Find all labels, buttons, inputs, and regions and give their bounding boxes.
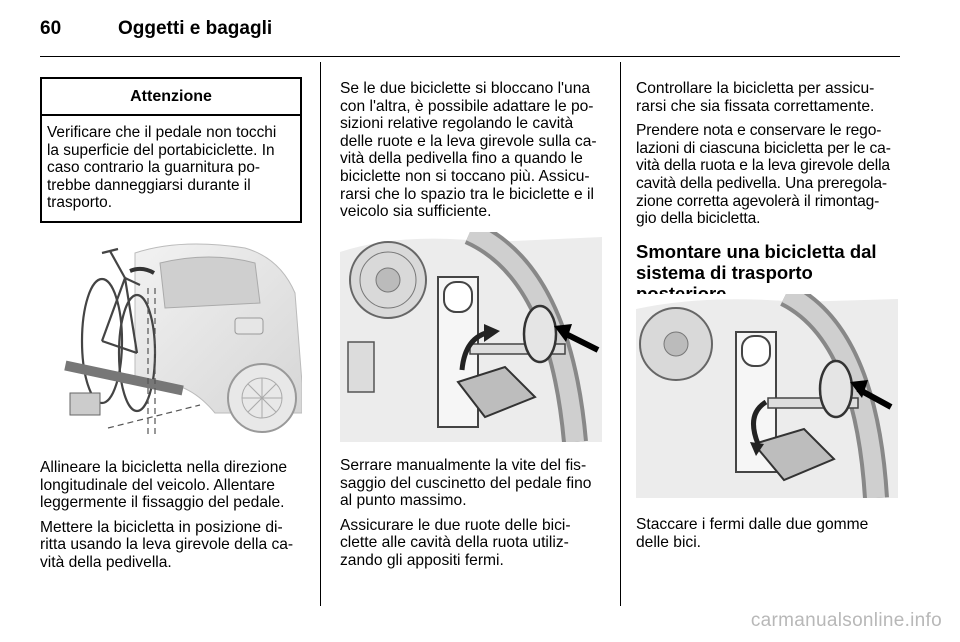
pedal-clamp-drawing [340, 232, 602, 442]
paragraph [340, 457, 610, 510]
warning-line: la superficie del portabiciclette. In [47, 141, 275, 159]
text-line: longitudinale del veicolo. Allentare [40, 476, 275, 494]
warning-box [40, 77, 302, 223]
bike-rack-car-illustration [40, 233, 302, 443]
paragraph [636, 516, 906, 551]
pedal-release-drawing [636, 294, 898, 498]
text-line: biciclette non si toccano più. Assicu- [340, 167, 590, 185]
warning-line: caso contrario la guarnitura po- [47, 159, 261, 177]
paragraph [636, 80, 906, 115]
text-line: veicolo sia sufficiente. [340, 203, 492, 221]
paragraph [340, 80, 610, 221]
warning-line: Verificare che il pedale non tocchi [47, 124, 277, 141]
column-3-text-bottom [636, 516, 906, 558]
text-line: saggio del cuscinetto del pedale fino [340, 474, 592, 492]
text-line: clette alle cavità della ruota utiliz- [340, 534, 569, 552]
watermark: carmanualsonline.info [750, 610, 942, 631]
text-line: Allineare la bicicletta nella direzione [40, 459, 288, 476]
text-line: zando gli appositi fermi. [340, 551, 504, 569]
page-number: 60 [40, 18, 62, 39]
paragraph [636, 122, 906, 228]
text-line: rarsi che sia fissata correttamente. [636, 97, 875, 115]
column-3-text-top [636, 80, 906, 304]
text-line: Prendere nota e conservare le rego- [636, 122, 882, 140]
text-line: lazioni di ciascuna bicicletta per le ca- [636, 139, 891, 157]
column-1-text [40, 459, 310, 579]
car-with-bike-drawing [40, 233, 302, 443]
text-line: vità della pedivella fino a quando le [340, 150, 583, 168]
text-line: con l'altra, è possibile adattare le po- [340, 97, 594, 115]
text-line: ritta usando la leva girevole della ca- [40, 536, 294, 554]
text-line: Controllare la bicicletta per assicu- [636, 80, 875, 97]
heading-line: Smontare una bicicletta dal [636, 240, 877, 262]
column-2-text-top [340, 80, 610, 228]
text-line: rarsi che lo spazio tra le biciclette e il [340, 185, 594, 203]
text-line: gio della bicicletta. [636, 210, 761, 228]
text-line: Assicurare le due ruote delle bici- [340, 516, 571, 534]
pedal-fastening-illustration [340, 232, 602, 442]
warning-heading: Attenzione [42, 79, 300, 116]
paragraph [40, 519, 310, 572]
header-divider [40, 56, 900, 57]
page-title: Oggetti e bagagli [118, 18, 273, 39]
text-line: sizioni relative regolando le cavità [340, 115, 574, 133]
text-line: zione corretta agevolerà il rimontag- [636, 192, 880, 210]
warning-text [42, 116, 300, 212]
removal-illustration [636, 294, 898, 498]
text-line: delle ruote e la leva girevole sulla ca- [340, 132, 597, 150]
paragraph [40, 459, 310, 512]
paragraph [340, 517, 610, 570]
column-divider-1 [320, 62, 321, 606]
text-line: vità della pedivella. [40, 553, 172, 571]
text-line: cavità della pedivella. Una preregola- [636, 174, 887, 192]
text-line: Serrare manualmente la vite del fis- [340, 457, 587, 474]
heading-line: sistema di trasporto [636, 261, 813, 283]
text-line: Se le due biciclette si bloccano l'una [340, 80, 591, 97]
text-line: Mettere la bicicletta in posizione di- [40, 518, 283, 536]
text-line: delle bici. [636, 533, 702, 551]
text-line: al punto massimo. [340, 492, 467, 510]
text-line: Staccare i fermi dalle due gomme [636, 516, 869, 533]
warning-line: trebbe danneggiarsi durante il [47, 176, 251, 194]
warning-line: trasporto. [47, 194, 113, 212]
text-line: leggermente il fissaggio del pedale. [40, 494, 285, 512]
text-line: vità della ruota e la leva girevole della [636, 157, 890, 175]
column-divider-2 [620, 62, 621, 606]
column-2-text-bottom [340, 457, 610, 577]
